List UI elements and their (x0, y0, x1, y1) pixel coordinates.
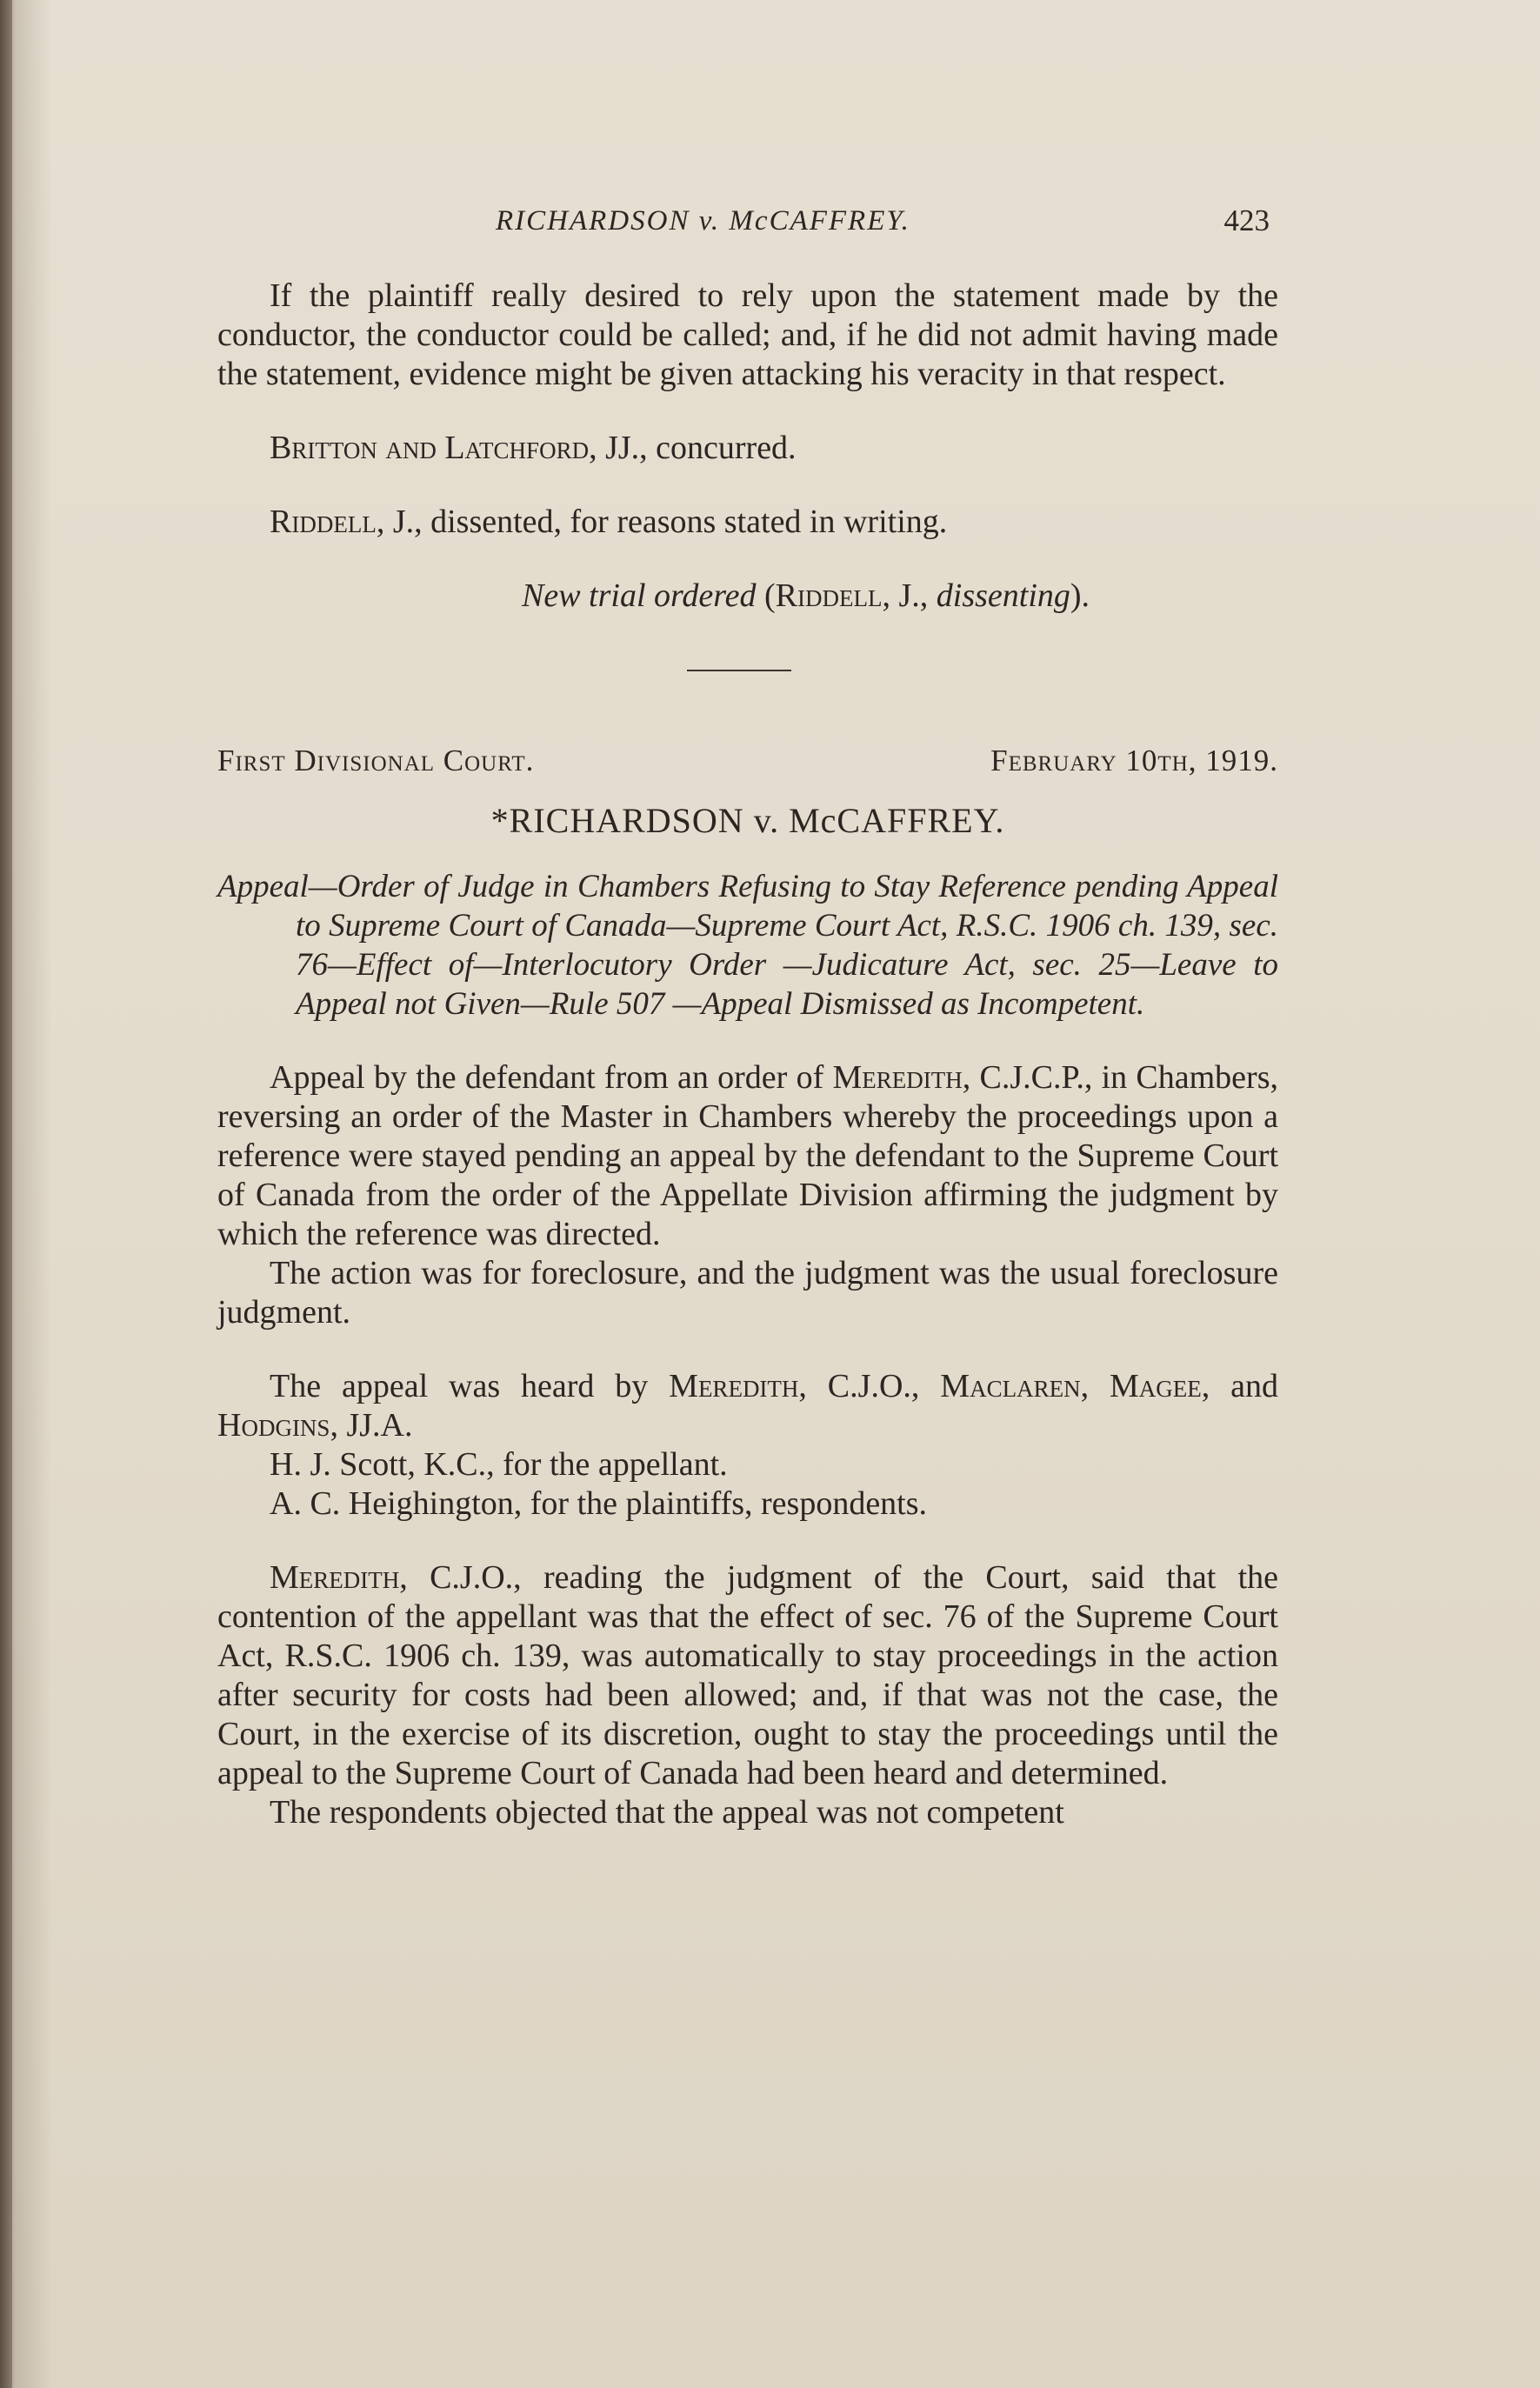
judgment-judge: Meredith (270, 1559, 400, 1596)
hearing-judge-3: Magee (1109, 1368, 1202, 1404)
counsel-appellant: H. J. Scott, K.C., for the appellant. (270, 1446, 728, 1483)
page-content (217, 200, 1278, 1832)
paragraph-conductor: If the plaintiff really desired to rely upon the statement made by the conductor, the conductor could be called; and, if he did not admit having made the statement, evidence might be given attacking his veracity in that respect. (217, 277, 1278, 392)
concurrence-line (217, 429, 1278, 468)
hearing-mid-1: , C.J.O., (798, 1368, 941, 1404)
hearing-judge-4: Hodgins (217, 1407, 330, 1444)
dissent-judge: Riddell (270, 504, 377, 540)
hearing-paragraph (217, 1367, 1278, 1445)
concur-judges: Britton and Latchford (270, 430, 590, 466)
disposition-judge: Riddell (775, 577, 883, 614)
book-spine-shadow (0, 0, 12, 2388)
judgment-paragraph (217, 1558, 1278, 1793)
counsel-respondents: A. C. Heighington, for the plaintiffs, respondents. (270, 1485, 928, 1522)
disposition-italic: New trial ordered (522, 577, 757, 614)
appeal-paragraph (217, 1058, 1278, 1254)
running-title: RICHARDSON v. McCAFFREY. (496, 205, 910, 237)
judgment-text: , C.J.O., reading the judgment of the Court, said that the contention of the appellant was that the effect of sec. 76 of the Supreme Court Act, R.S.C. 1906 ch. 139, was automatically to stay proceedings in the action after security for costs had been allowed; and, if that was not the case, the Court, in the exercise of its discretion, ought to stay the proceedings until the appeal to the Supreme Court of Canada had been heard and determined. (217, 1559, 1278, 1791)
headnote: Appeal—Order of Judge in Chambers Refusing to Stay Reference pending Appeal to Supreme Court of Canada—Supreme Court Act, R.S.C. 1906 ch. 139, sec. 76—Effect of—Interlocutory Order —Judicature Act, sec. 25—Leave to Appeal not Given—Rule 507 —Appeal Dismissed as Incompetent. (217, 869, 1278, 1022)
section-divider (687, 670, 791, 671)
hearing-judge-2: Maclaren (940, 1368, 1081, 1404)
dissent-text: , J., dissented, for reasons stated in writing. (376, 504, 948, 540)
disposition-dissenting: dissenting (936, 577, 1070, 614)
action-paragraph: The action was for foreclosure, and the judgment was the usual foreclosure judgment. (217, 1255, 1278, 1331)
decision-date: February 10th, 1919. (990, 744, 1278, 777)
hearing-judge-1: Meredith (669, 1368, 799, 1404)
disposition-close: ). (1070, 577, 1090, 614)
dissent-line (217, 503, 1278, 542)
appeal-text-start: Appeal by the defendant from an order of (270, 1059, 833, 1096)
respondents-paragraph: The respondents objected that the appeal was not competent (270, 1794, 1064, 1831)
case-title: *RICHARDSON v. McCAFFREY. (490, 801, 1005, 840)
court-line (217, 741, 1278, 780)
appeal-text-rest: , C.J.C.P., in Chambers, reversing an order of the Master in Chambers whereby the proceedings upon a reference were stayed pending an appeal by the defendant to the Supreme Court of Canada from the order of the Appellate Division affirming the judgment by which the reference was directed. (217, 1059, 1278, 1252)
page-number: 423 (1223, 203, 1270, 237)
disposition-line (217, 577, 1278, 616)
hearing-end: , JJ.A. (330, 1407, 413, 1444)
concur-text: , JJ., concurred. (589, 430, 797, 466)
disposition-mid: , J., (882, 577, 937, 614)
hearing-mid-2: , (1080, 1368, 1110, 1404)
running-head (217, 200, 1278, 243)
appeal-judge: Meredith (832, 1059, 963, 1096)
disposition-paren: ( (756, 577, 776, 614)
hearing-mid-3: , and (1201, 1368, 1279, 1404)
court-name: First Divisional Court. (217, 744, 535, 777)
hearing-start: The appeal was heard by (270, 1368, 670, 1404)
